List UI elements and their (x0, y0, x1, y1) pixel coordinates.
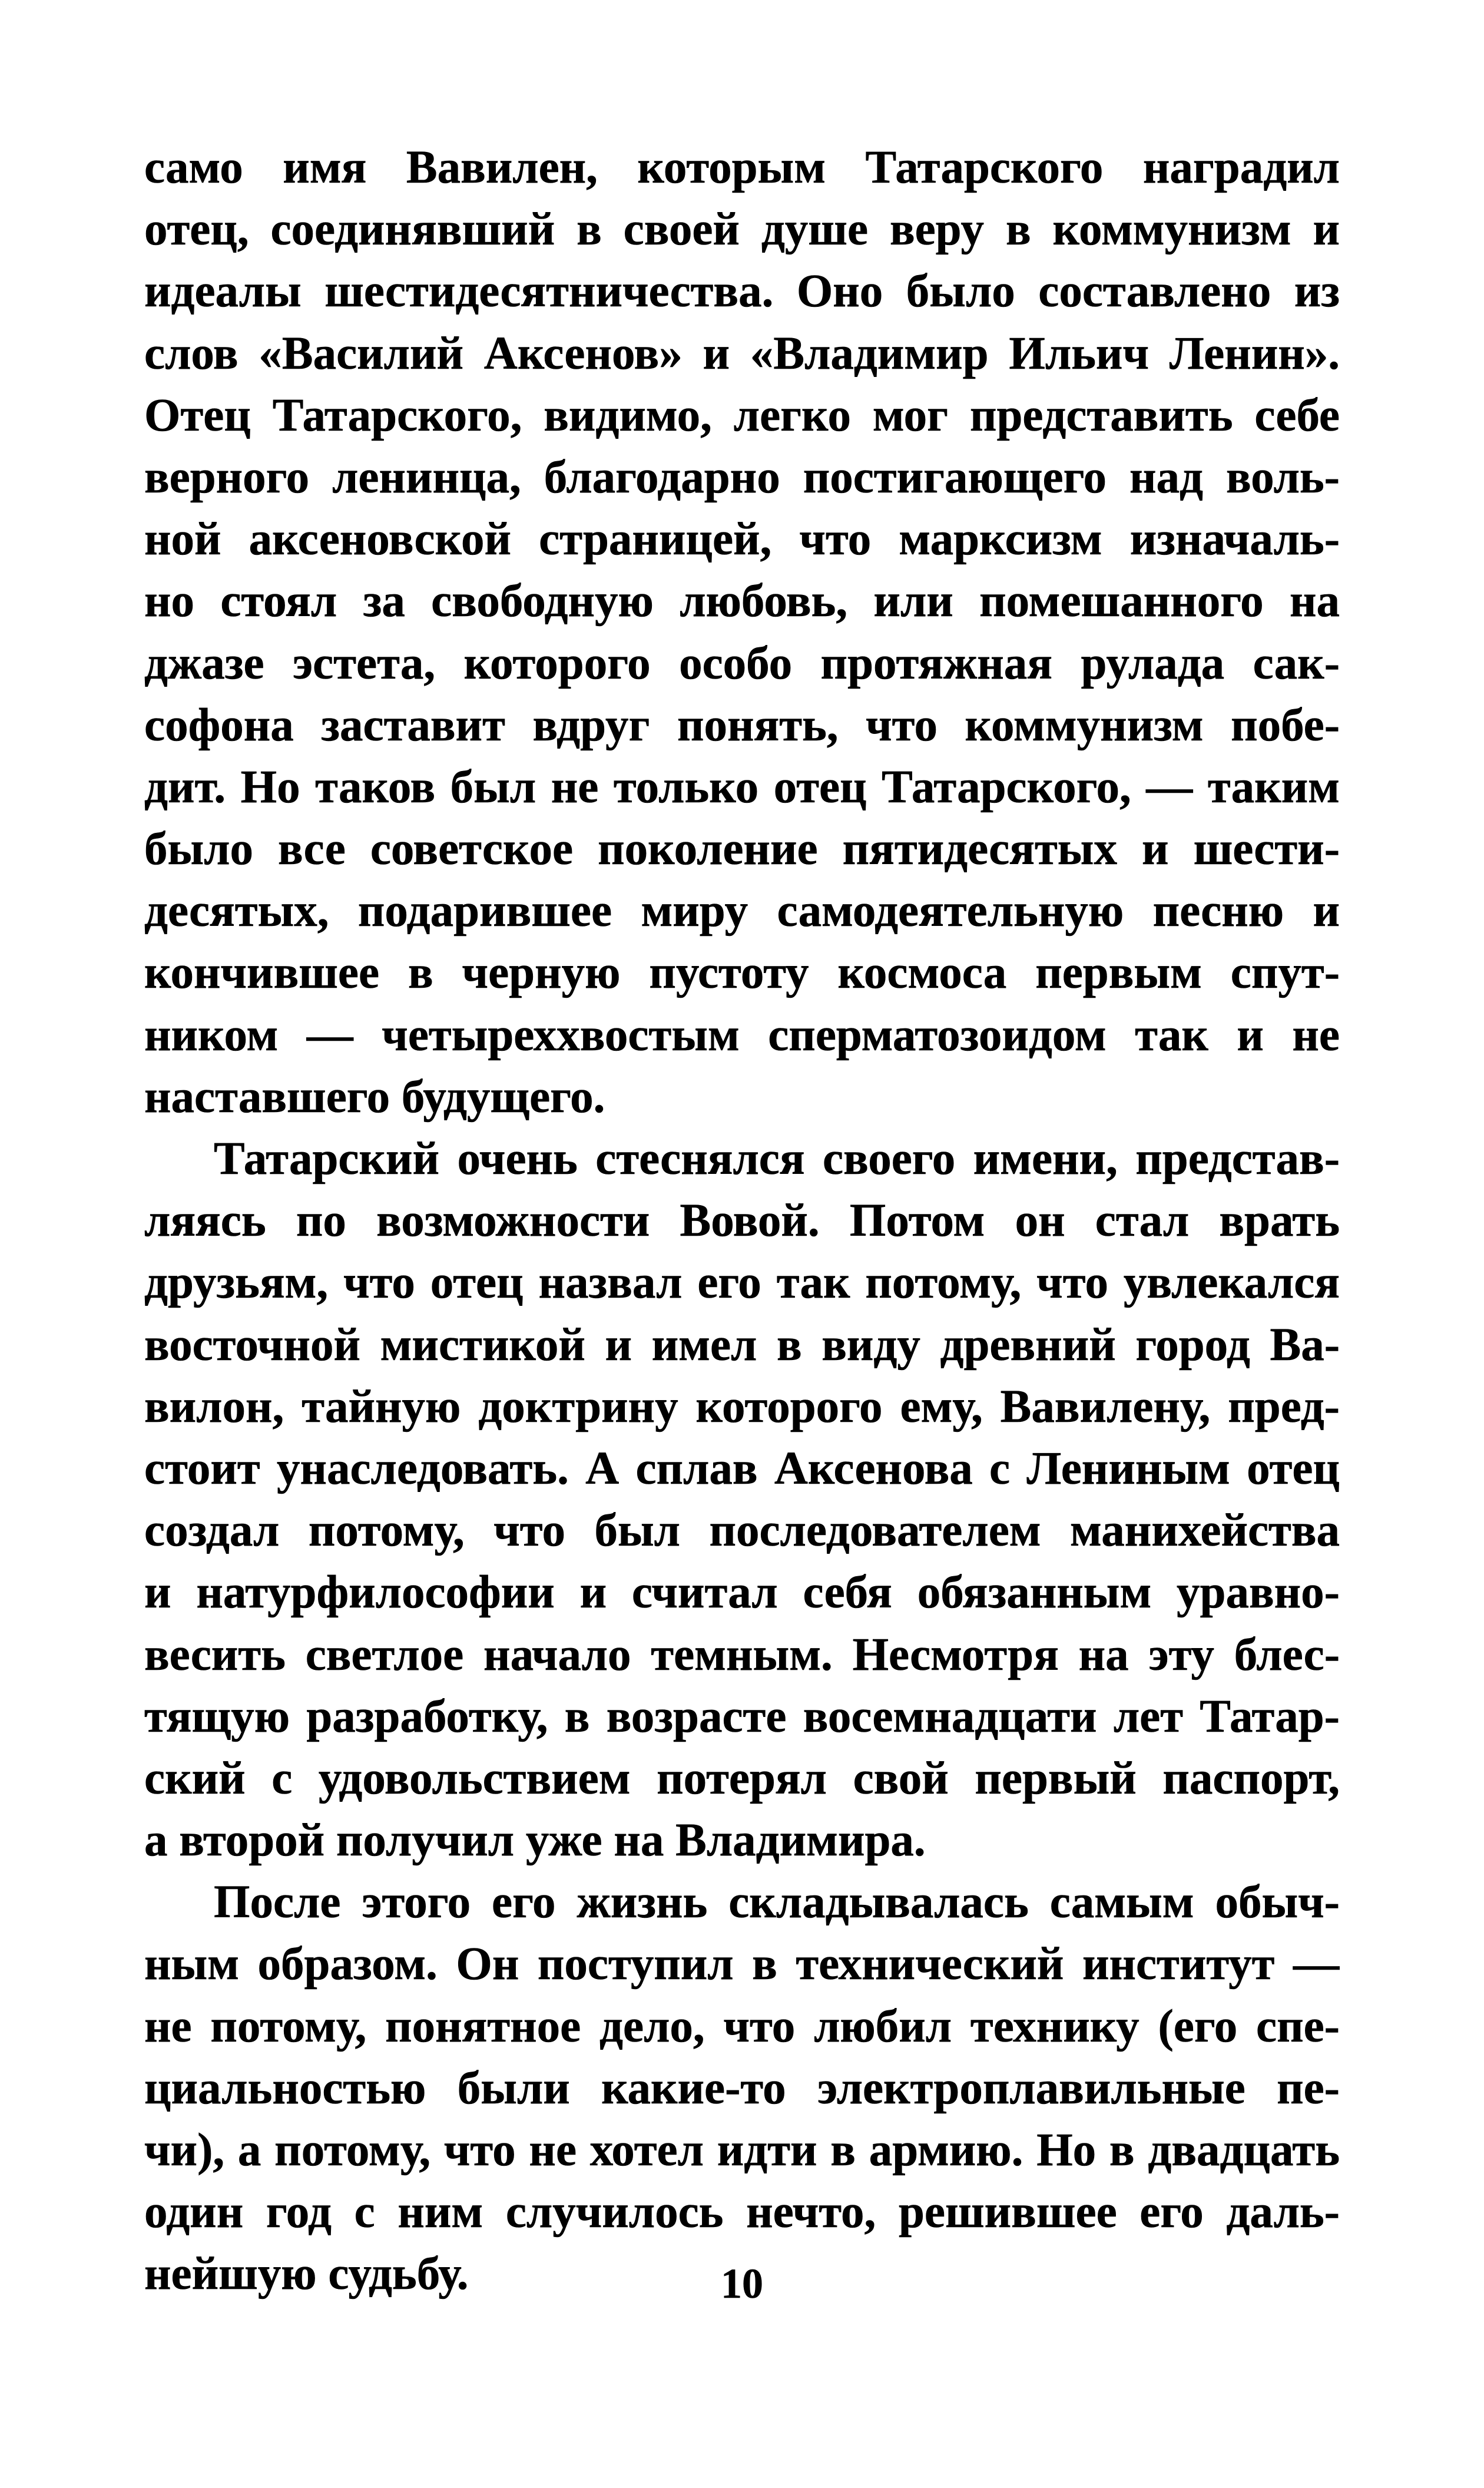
text-line: ский с удовольствием потерял свой первый паспорт, (144, 1752, 1340, 1804)
text-line: Татарский очень стеснялся своего имени, представ- (214, 1133, 1340, 1185)
text-line: ником — четыреххвостым сперматозоидом так и не (144, 1009, 1340, 1061)
page-number: 10 (721, 2260, 763, 2307)
text-line: не потому, понятное дело, что любил технику (его спе- (144, 2000, 1340, 2052)
text-line: друзьям, что отец назвал его так потому, что увлекался (144, 1257, 1340, 1309)
text-line: верного ленинца, благодарно постигающего над воль- (144, 451, 1340, 503)
text-line: само имя Вавилен, которым Татарского наградил (144, 142, 1340, 193)
text-line: и натурфилософии и считал себя обязанным уравно- (144, 1567, 1340, 1619)
text-line: Отец Татарского, видимо, легко мог представить себе (144, 389, 1340, 441)
paragraph-1 (144, 137, 1340, 1128)
text-line: стоит унаследовать. А сплав Аксенова с Лениным отец (144, 1442, 1340, 1494)
text-line: ляясь по возможности Вовой. Потом он стал врать (144, 1195, 1340, 1247)
text-line: один год с ним случилось нечто, решившее его даль- (144, 2186, 1340, 2238)
text-line: отец, соединявший в своей душе веру в коммунизм и (144, 204, 1340, 256)
body-text (144, 137, 1340, 2305)
text-line: весить светлое начало темным. Несмотря на эту блес- (144, 1629, 1340, 1680)
text-line: ной аксеновской страницей, что марксизм изначаль- (144, 514, 1340, 565)
text-line: кончившее в черную пустоту космоса первым спут- (144, 947, 1340, 999)
text-line: чи), а потому, что не хотел идти в армию. Но в двадцать (144, 2125, 1340, 2176)
text-line: идеалы шестидесятничества. Оно было составлено из (144, 266, 1340, 317)
text-line: нейшую судьбу. (144, 2248, 469, 2300)
text-line: слов «Василий Аксенов» и «Владимир Ильич Ленин». (144, 327, 1340, 379)
text-line: ным образом. Он поступил в технический институт — (144, 1938, 1340, 1990)
text-line: вилон, тайную доктрину которого ему, Вавилену, пред- (144, 1381, 1340, 1432)
text-line: наставшего будущего. (144, 1071, 605, 1123)
text-line: создал потому, что был последователем манихейства (144, 1505, 1340, 1557)
text-line: тящую разработку, в возрасте восемнадцати лет Татар- (144, 1690, 1340, 1742)
text-line: восточной мистикой и имел в виду древний город Ва- (144, 1319, 1340, 1371)
text-line: После этого его жизнь складывалась самым обыч- (214, 1877, 1340, 1928)
text-line: джазе эстета, которого особо протяжная рулада сак- (144, 637, 1340, 689)
paragraph-2 (144, 1128, 1340, 1871)
text-line: но стоял за свободную любовь, или помешанного на (144, 575, 1340, 627)
paragraph-3 (144, 1871, 1340, 2305)
text-line: а второй получил уже на Владимира. (144, 1815, 926, 1867)
text-line: десятых, подарившее миру самодеятельную песню и (144, 885, 1340, 937)
text-line: дит. Но таков был не только отец Татарского, — таким (144, 761, 1340, 813)
text-line: софона заставит вдруг понять, что коммунизм побе- (144, 699, 1340, 751)
text-line: циальностью были какие-то электроплавильные пе- (144, 2062, 1340, 2114)
text-line: было все советское поколение пятидесятых и шести- (144, 823, 1340, 875)
